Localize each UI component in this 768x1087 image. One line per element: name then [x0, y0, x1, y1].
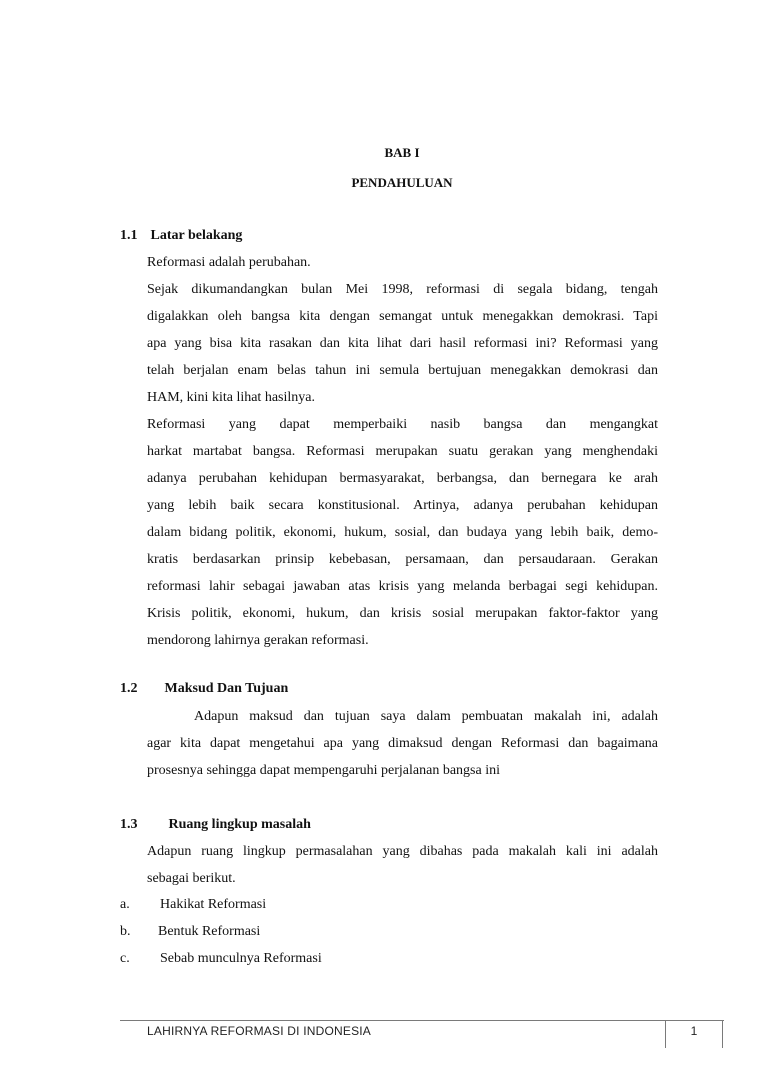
section-heading-1-1 [120, 228, 242, 244]
paragraph-line: digalakkan oleh bangsa kita dengan semangat untuk menegakkan demokrasi. Tapi [147, 309, 658, 324]
footer-divider [120, 1020, 724, 1021]
list-text: Bentuk Reformasi [158, 924, 261, 939]
section-heading-1-3 [120, 817, 311, 833]
paragraph-line: Reformasi yang dapat memperbaiki nasib bangsa dan mengangkat [147, 417, 658, 432]
list-item [120, 951, 322, 967]
list-marker: c. [120, 951, 130, 966]
list-marker: a. [120, 897, 130, 912]
section-number: 1.3 [120, 817, 138, 832]
paragraph-line: harkat martabat bangsa. Reformasi merupakan suatu gerakan yang menghendaki [147, 444, 658, 459]
section-number: 1.1 [120, 228, 138, 243]
paragraph-line: adanya perubahan kehidupan bermasyarakat, berbangsa, dan bernegara ke arah [147, 471, 658, 486]
page-number: 1 [690, 1024, 698, 1038]
list-text: Hakikat Reformasi [160, 897, 267, 912]
list-text: Sebab munculnya Reformasi [160, 951, 322, 966]
paragraph-line: prosesnya sehingga dapat mempengaruhi perjalanan bangsa ini [147, 763, 500, 778]
section-number: 1.2 [120, 681, 138, 696]
paragraph-line: yang lebih baik secara konstitusional. Artinya, adanya perubahan kehidupan [147, 498, 658, 513]
paragraph-line: apa yang bisa kita rasakan dan kita lihat dari hasil reformasi ini? Reformasi yang [147, 336, 658, 351]
paragraph-line: telah berjalan enam belas tahun ini semula bertujuan menegakkan demokrasi dan [147, 363, 658, 378]
paragraph-line: Adapun maksud dan tujuan saya dalam pembuatan makalah ini, adalah [194, 709, 658, 724]
paragraph-line: sebagai berikut. [147, 871, 236, 886]
paragraph-line: agar kita dapat mengetahui apa yang dimaksud dengan Reformasi dan bagaimana [147, 736, 658, 751]
section-title: Maksud Dan Tujuan [164, 681, 289, 696]
chapter-title: PENDAHULUAN [351, 175, 453, 190]
paragraph-line: Reformasi adalah perubahan. [147, 255, 311, 270]
paragraph-line: dalam bidang politik, ekonomi, hukum, sosial, dan budaya yang lebih baik, demo- [147, 525, 658, 540]
chapter-label: BAB I [384, 145, 420, 160]
paragraph-line: reformasi lahir sebagai jawaban atas krisis yang melanda berbagai segi kehidupan. [147, 579, 658, 594]
paragraph-line: mendorong lahirnya gerakan reformasi. [147, 633, 369, 648]
list-item [120, 924, 260, 940]
section-title: Latar belakang [150, 228, 243, 243]
paragraph-line: Sejak dikumandangkan bulan Mei 1998, reformasi di segala bidang, tengah [147, 282, 658, 297]
section-heading-1-2 [120, 681, 288, 697]
paragraph-line: kratis berdasarkan prinsip kebebasan, persamaan, dan persaudaraan. Gerakan [147, 552, 658, 567]
list-item [120, 897, 266, 913]
paragraph-line: HAM, kini kita lihat hasilnya. [147, 390, 315, 405]
page-number-box [665, 1020, 723, 1048]
paragraph-line: Adapun ruang lingkup permasalahan yang dibahas pada makalah kali ini adalah [147, 844, 658, 859]
paragraph-line: Krisis politik, ekonomi, hukum, dan krisis sosial merupakan faktor-faktor yang [147, 606, 658, 621]
list-marker: b. [120, 924, 131, 939]
section-title: Ruang lingkup masalah [168, 817, 311, 832]
footer-running-title: LAHIRNYA REFORMASI DI INDONESIA [147, 1024, 372, 1038]
